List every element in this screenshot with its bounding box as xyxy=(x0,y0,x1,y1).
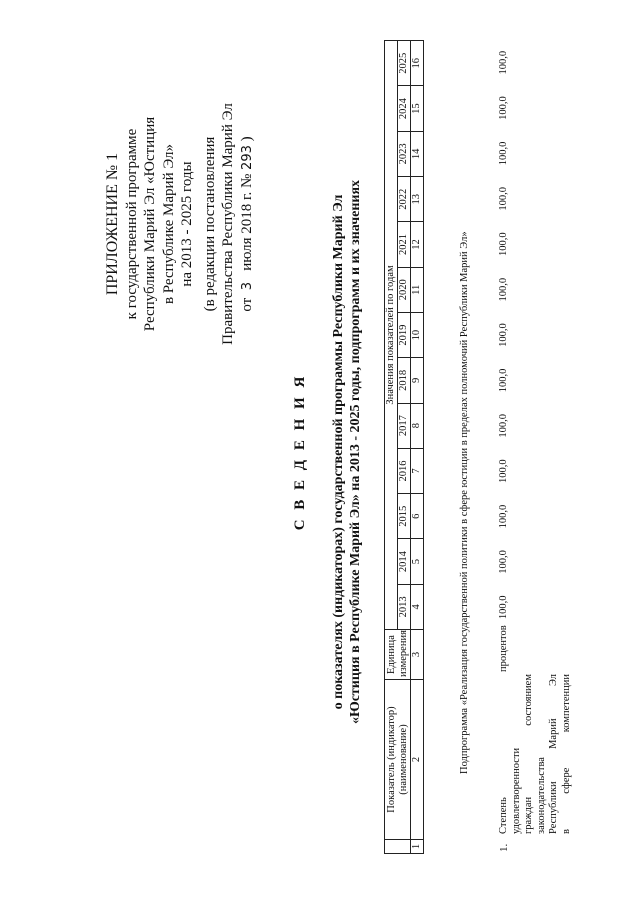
indicator-name-line: граждан состоянием xyxy=(523,674,534,834)
year-header-2018: 2018 xyxy=(398,358,411,403)
year-header-2013: 2013 xyxy=(398,584,411,629)
header-indicator-sub: (наименование) xyxy=(397,724,409,795)
appendix-title: ПРИЛОЖЕНИЕ № 1 xyxy=(104,152,121,296)
year-header-2024: 2024 xyxy=(398,86,411,131)
column-number-13: 13 xyxy=(411,177,424,222)
header-unit-cell xyxy=(385,630,411,680)
indicator-name xyxy=(498,674,573,834)
year-header-2020: 2020 xyxy=(398,267,411,312)
page-subtitle xyxy=(330,0,364,904)
indicator-name-line: Республики Марий Эл xyxy=(548,674,559,834)
column-number-11: 11 xyxy=(411,267,424,312)
row-number: 1. xyxy=(498,843,510,852)
column-number-3: 3 xyxy=(411,630,424,680)
indicator-value-2023: 100,0 xyxy=(498,141,509,166)
indicator-value-2016: 100,0 xyxy=(498,459,509,483)
column-number-14: 14 xyxy=(411,131,424,176)
indicator-unit: процентов xyxy=(498,625,509,672)
indicator-value-2020: 100,0 xyxy=(498,277,509,302)
indicators-table xyxy=(384,40,424,854)
indicator-value-2021: 100,0 xyxy=(498,232,509,257)
indicator-value-2013: 100,0 xyxy=(498,595,509,620)
appendix-block xyxy=(104,74,257,374)
indicator-value-2017: 100,0 xyxy=(498,413,509,438)
date-closing: ) xyxy=(238,136,255,142)
year-header-2019: 2019 xyxy=(398,312,411,357)
date-prefix: от xyxy=(238,297,255,312)
page-title: С В Е Д Е Н И Я xyxy=(292,373,308,531)
subtitle-line-2: «Юстиция в Республике Марий Эл» на 2013 - 2025 годы, подпрограмм и их значениях xyxy=(348,179,363,725)
header-unit-sub: измерения xyxy=(397,630,409,677)
appendix-line: Республики Марий Эл «Юстиция xyxy=(142,116,158,332)
indicator-name-line: в сфере компетенции xyxy=(560,674,572,834)
subprogram-heading: Подпрограмма «Реализация государственной политики в сфере юстиции в пределах полномочий Республики Марий Эл» xyxy=(459,231,470,774)
year-header-2025: 2025 xyxy=(398,41,411,86)
year-header-2017: 2017 xyxy=(398,403,411,448)
indicator-value-2015: 100,0 xyxy=(498,504,509,529)
column-number-12: 12 xyxy=(411,222,424,267)
indicator-name-line: Степень xyxy=(498,797,509,834)
column-number-15: 15 xyxy=(411,86,424,131)
indicator-value-2024: 100,0 xyxy=(498,96,509,120)
header-blank-cell xyxy=(385,840,411,854)
appendix-line: (в редакции постановления xyxy=(201,136,218,312)
date-day: 3 xyxy=(239,281,255,291)
indicator-name-line: удовлетворенности xyxy=(510,747,522,834)
header-unit: Единица xyxy=(385,635,397,674)
indicator-value-2018: 100,0 xyxy=(498,368,509,393)
subtitle-line-1: о показателях (индикаторах) государственной программы Республики Марий Эл xyxy=(331,194,346,710)
year-header-2015: 2015 xyxy=(398,494,411,539)
indicator-value-2022: 100,0 xyxy=(498,187,509,211)
column-number-6: 6 xyxy=(411,494,424,539)
column-number-9: 9 xyxy=(411,358,424,403)
indicator-value-2019: 100,0 xyxy=(498,323,509,347)
year-header-2023: 2023 xyxy=(398,131,411,176)
year-header-2021: 2021 xyxy=(398,222,411,267)
appendix-line: на 2013 - 2025 годы xyxy=(179,161,195,287)
indicator-value-2014: 100,0 xyxy=(498,550,509,574)
column-number-7: 7 xyxy=(411,448,424,493)
appendix-date-line xyxy=(238,74,258,374)
header-indicator: Показатель (индикатор) xyxy=(385,706,397,813)
column-number-8: 8 xyxy=(411,403,424,448)
year-header-2014: 2014 xyxy=(398,539,411,584)
column-numbers-row xyxy=(411,41,424,854)
column-number-1: 1 xyxy=(411,840,424,854)
header-values: Значения показателей по годам xyxy=(385,41,398,630)
date-month-year: июля 2018 г. № xyxy=(238,173,255,271)
year-header-2022: 2022 xyxy=(398,177,411,222)
column-number-5: 5 xyxy=(411,539,424,584)
column-number-2: 2 xyxy=(411,680,424,840)
header-row-1 xyxy=(385,41,398,854)
column-number-4: 4 xyxy=(411,584,424,629)
indicator-name-line: законодательства xyxy=(535,757,547,834)
appendix-line: Правительства Республики Марий Эл xyxy=(220,103,236,345)
appendix-line: в Республике Марий Эл» xyxy=(160,143,177,305)
indicator-value-2025: 100,0 xyxy=(498,50,509,75)
doc-number: 293 xyxy=(239,145,255,170)
column-number-16: 16 xyxy=(411,41,424,86)
header-indicator-cell xyxy=(385,680,411,840)
appendix-line: к государственной программе xyxy=(123,128,140,320)
year-header-2016: 2016 xyxy=(398,448,411,493)
column-number-10: 10 xyxy=(411,312,424,357)
